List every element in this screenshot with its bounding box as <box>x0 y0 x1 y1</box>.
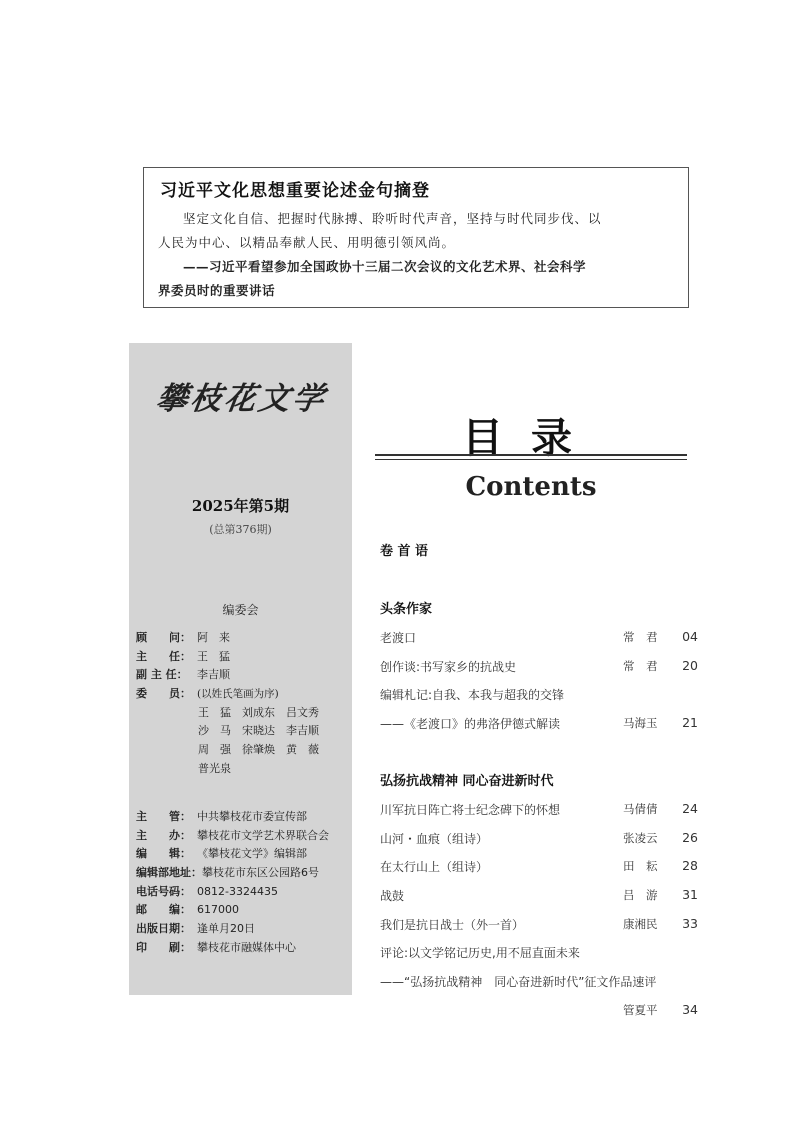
toc-entry-author: 马海玉 <box>623 716 658 731</box>
board-value: 李吉顺 <box>197 668 230 682</box>
toc-entry-title: 川军抗日阵亡将士纪念碑下的怀想 <box>380 803 561 817</box>
toc-heading: 目录 <box>462 414 600 462</box>
toc-entry-page: 34 <box>682 1001 698 1017</box>
info-label: 编 辑： <box>136 847 191 861</box>
toc-entry-title: 我们是抗日战士（外一首） <box>380 917 525 932</box>
section-title-preface: 卷 首 语 <box>380 544 429 559</box>
info-label: 编辑部地址： <box>136 866 202 880</box>
toc-entry-title: 评论:以文学铭记历史,用不屈直面未来 <box>380 946 580 961</box>
toc-entry[interactable] <box>380 658 698 687</box>
info-label: 印 刷： <box>136 940 191 954</box>
info-value: 逢单月20日 <box>197 922 255 936</box>
info-value: 攀枝花市融媒体中心 <box>197 940 296 954</box>
toc-entry-page: 04 <box>682 629 698 644</box>
toc-entry-page: 33 <box>682 915 698 931</box>
quote-source-line-2: 界委员时的重要讲话 <box>158 283 276 298</box>
heading-rule-thin <box>375 459 687 460</box>
board-row-advisor <box>136 629 350 648</box>
toc-list-headline-writer <box>380 629 698 744</box>
info-row-address <box>136 864 350 883</box>
info-row-sponsor <box>136 827 350 846</box>
toc-entry-title: 创作谈:书写家乡的抗战史 <box>380 659 517 674</box>
info-label: 主 管： <box>136 810 191 823</box>
toc-entry-author: 马倩倩 <box>623 802 658 816</box>
info-row-editor <box>136 845 350 864</box>
quote-box <box>143 167 689 308</box>
toc-entry[interactable] <box>380 629 698 658</box>
info-label: 出版日期： <box>136 922 191 936</box>
info-value: 中共攀枝花市委宣传部 <box>197 810 307 823</box>
section-title-anti-war-spirit: 弘扬抗战精神 同心奋进新时代 <box>380 774 554 789</box>
board-value: 王 猛 <box>197 649 230 663</box>
board-row-deputy <box>136 666 350 685</box>
toc-entry[interactable] <box>380 944 698 973</box>
info-row-date <box>136 920 350 939</box>
info-value: 攀枝花市文学艺术界联合会 <box>197 828 329 842</box>
toc-entry[interactable] <box>380 801 698 830</box>
issue-number: 2025年第5期 <box>191 497 290 515</box>
editorial-board <box>136 629 350 779</box>
section-title-headline-writer: 头条作家 <box>380 602 433 617</box>
member-line: 沙 马 宋晓达 李吉顺 <box>198 724 319 738</box>
toc-entry[interactable] <box>380 887 698 916</box>
quote-source-line-1: ——习近平看望参加全国政协十三届二次会议的文化艺术界、社会科学 <box>183 259 587 274</box>
board-label: 副 主 任： <box>136 668 188 682</box>
info-row-printer <box>136 939 350 958</box>
toc-entry-page: 24 <box>682 801 698 816</box>
toc-entry-page: 21 <box>682 715 698 731</box>
toc-entry-author: 张凌云 <box>623 830 658 845</box>
toc-entry[interactable] <box>380 686 698 715</box>
masthead-sidebar <box>129 343 352 995</box>
publication-info <box>136 808 350 958</box>
toc-entry-page: 20 <box>682 657 698 673</box>
board-label: 顾 问： <box>136 631 191 644</box>
info-row-postcode <box>136 901 350 920</box>
info-value: 617000 <box>197 903 239 917</box>
toc-entry-title: 山河・血痕（组诗） <box>380 831 489 846</box>
toc-entry-author: 管夏平 <box>623 1002 658 1017</box>
toc-entry-author: 常 君 <box>623 658 658 673</box>
info-label: 主 办： <box>136 828 191 842</box>
toc-entry[interactable] <box>380 916 698 945</box>
info-row-phone <box>136 883 350 902</box>
info-value: 0812-3324435 <box>197 884 278 898</box>
heading-rule-thick <box>375 454 687 456</box>
toc-entry-page: 28 <box>682 858 698 874</box>
member-line: 普光泉 <box>198 761 231 775</box>
toc-entry-author: 吕 游 <box>623 888 658 903</box>
toc-entry-title: ——“弘扬抗战精神 同心奋进新时代”征文作品速评 <box>380 975 657 990</box>
toc-entry-page: 26 <box>682 829 698 845</box>
quote-text-line-2: 人民为中心、以精品奉献人民、用明德引领风尚。 <box>158 235 456 250</box>
board-value: 阿 来 <box>197 631 230 644</box>
toc-entry-title: ——《老渡口》的弗洛伊德式解读 <box>380 717 561 732</box>
toc-entry-author: 常 君 <box>623 630 658 644</box>
toc-entry-title: 在太行山上（组诗） <box>380 860 489 875</box>
board-row-director <box>136 648 350 667</box>
member-line: 周 强 徐肇焕 黄 薇 <box>198 743 319 757</box>
info-value: 《攀枝花文学》编辑部 <box>197 847 307 861</box>
editorial-board-title: 编委会 <box>222 603 259 617</box>
board-label: 主 任： <box>136 649 191 663</box>
toc-entry[interactable] <box>380 830 698 859</box>
toc-entry-author: 康湘民 <box>623 916 658 931</box>
quote-text-line-1: 坚定文化自信、把握时代脉搏、聆听时代声音，坚持与时代同步伐、以 <box>183 211 602 226</box>
toc-entry-page: 31 <box>682 887 698 903</box>
info-label: 邮 编： <box>136 903 191 917</box>
toc-entry-author: 田 耘 <box>623 859 658 874</box>
board-row-members <box>136 685 350 704</box>
member-line: 王 猛 刘成东 吕文秀 <box>198 705 319 719</box>
toc-heading-english: Contents <box>465 472 597 502</box>
magazine-logo: 攀枝花文学 <box>153 381 330 417</box>
board-value: (以姓氏笔画为序) <box>197 688 279 701</box>
toc-entry-title: 战鼓 <box>380 889 405 904</box>
toc-entry[interactable] <box>380 715 698 744</box>
toc-entry[interactable] <box>380 1002 698 1031</box>
board-label: 委 员： <box>136 687 191 701</box>
info-row-supervisor <box>136 808 350 827</box>
toc-list-anti-war-spirit <box>380 801 698 1031</box>
info-value: 攀枝花市东区公园路6号 <box>202 866 319 880</box>
toc-entry-title: 编辑札记:自我、本我与超我的交锋 <box>380 688 565 703</box>
issue-total: (总第376期) <box>209 523 272 536</box>
quote-title: 习近平文化思想重要论述金句摘登 <box>160 181 430 201</box>
toc-entry-title: 老渡口 <box>380 631 417 645</box>
info-label: 电话号码： <box>136 884 191 898</box>
toc-entry[interactable] <box>380 973 698 1002</box>
toc-entry[interactable] <box>380 858 698 887</box>
